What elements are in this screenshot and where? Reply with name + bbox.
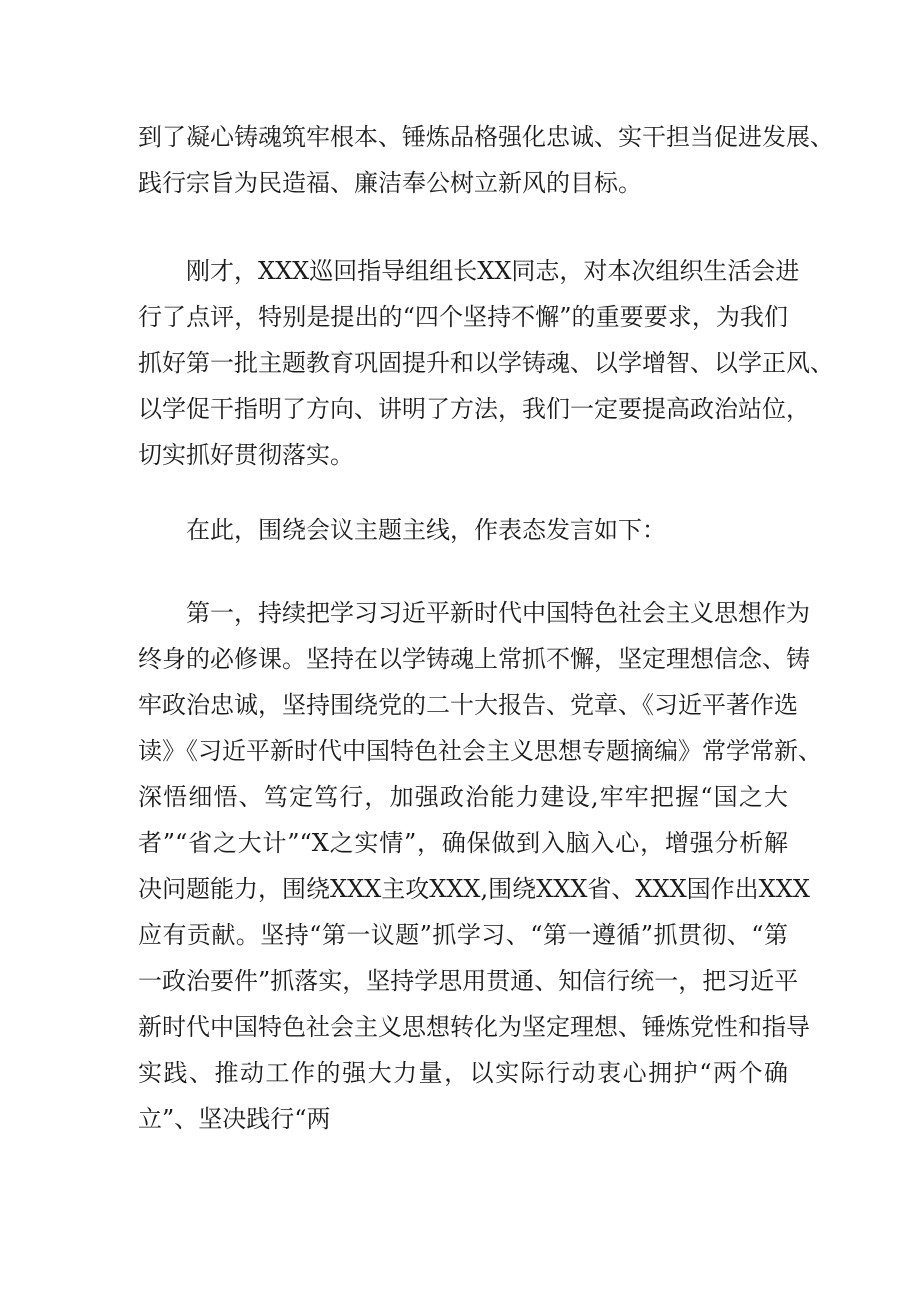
text-line: 行了点评，特别是提出的“四个坚持不懈”的重要要求，为我们 (138, 303, 788, 331)
text-line: 读》《习近平新时代中国特色社会主义思想专题摘编》常学常新、 (138, 737, 822, 765)
text-line: 到了凝心铸魂筑牢根本、锤炼品格强化忠诚、实干担当促进发展、 (138, 123, 834, 151)
text-line: 在此，围绕会议主题主线，作表态发言如下： (186, 516, 666, 544)
text-line: 者”“省之大计”“X之实情”，确保做到入脑入心，增强分析解 (138, 829, 788, 857)
paragraph-statement-intro (138, 507, 788, 553)
paragraph-goal-summary (138, 114, 834, 206)
text-line: 抓好第一批主题教育巩固提升和以学铸魂、以学增智、以学正风、 (138, 349, 834, 377)
text-line: 切实抓好贯彻落实。 (138, 441, 354, 469)
text-line: 第一，持续把学习习近平新时代中国特色社会主义思想作为 (186, 599, 810, 627)
text-line: 新时代中国特色社会主义思想转化为坚定理想、锤炼党性和指导 (138, 1013, 810, 1041)
text-line: 终身的必修课。坚持在以学铸魂上常抓不懈，坚定理想信念、铸 (138, 645, 810, 673)
paragraph-guidance-review (138, 248, 834, 478)
text-line: 牢政治忠诚，坚持围绕党的二十大报告、党章、《习近平著作选 (138, 691, 798, 719)
text-line: 以学促干指明了方向、讲明了方法，我们一定要提高政治站位， (138, 395, 810, 423)
text-line: 践行宗旨为民造福、廉洁奉公树立新风的目标。 (138, 169, 642, 197)
text-line: 刚才，XXX巡回指导组组长XX同志，对本次组织生活会进 (186, 257, 800, 285)
text-line: 实践、推动工作的强大力量，以实际行动衷心拥护“两个确 (138, 1059, 788, 1087)
text-line: 一政治要件”抓落实，坚持学思用贯通、知信行统一，把习近平 (138, 967, 799, 995)
text-line: 应有贡献。坚持“第一议题”抓学习、“第一遵循”抓贯彻、“第 (138, 921, 788, 949)
paragraph-first-point (138, 590, 822, 1142)
text-line: 决问题能力，围绕XXX主攻XXX,围绕XXX省、XXX国作出XXX (138, 875, 810, 903)
text-line: 立”、坚决践行“两 (138, 1105, 331, 1133)
text-line: 深悟细悟、笃定笃行，加强政治能力建设,牢牢把握“国之大 (138, 783, 788, 811)
